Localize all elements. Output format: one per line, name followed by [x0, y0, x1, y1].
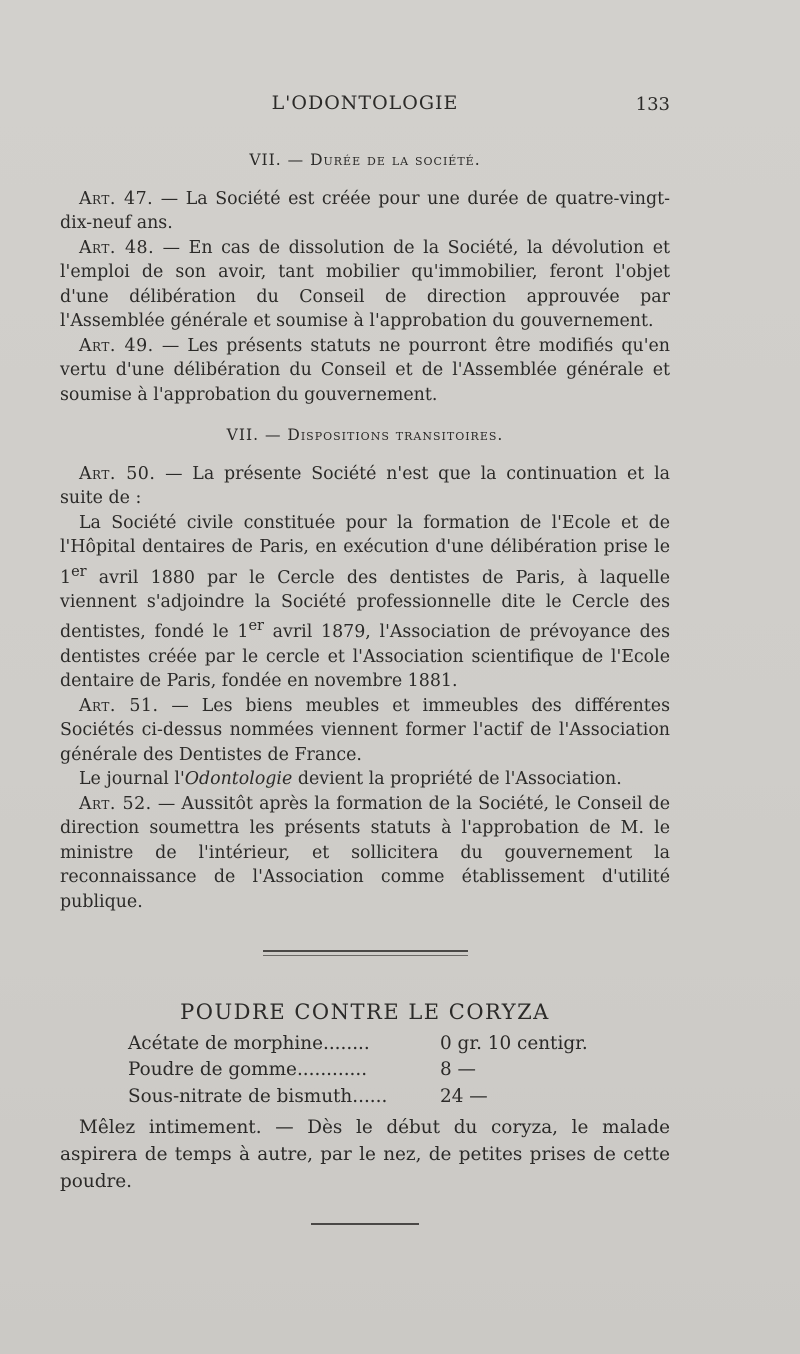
section-divider	[263, 950, 468, 956]
paragraph-text: devient la propriété de l'Association.	[292, 769, 622, 790]
civil-society-paragraph	[60, 511, 670, 694]
article-49	[60, 334, 670, 408]
recipe-row	[128, 1031, 670, 1058]
ingredient-quantity: 8 —	[440, 1059, 476, 1081]
recipe-row	[128, 1084, 670, 1111]
section-heading-duree	[60, 148, 670, 173]
section-number: VII. —	[249, 151, 311, 169]
paragraph-text: avril 1880 par le Cercle des dentistes de Paris, à laquelle viennent s'adjoindre la Société professionnelle dite le Cercle des dentistes, fondé le 1	[60, 567, 670, 643]
recipe-row	[128, 1057, 670, 1084]
article-label: Art. 50.	[79, 463, 156, 484]
superscript: er	[248, 618, 264, 635]
article-label: Art. 51.	[79, 695, 159, 716]
section-number: VII. —	[226, 426, 288, 444]
ingredient-quantity: 24 —	[440, 1085, 488, 1107]
section-heading-dispositions	[60, 423, 670, 448]
page-content	[60, 148, 670, 1225]
article-label: Art. 52.	[79, 793, 152, 814]
paragraph-text: La Société civile constituée pour la formation de l'Ecole et de l'Hôpital dentaires de Paris, en exécution d'une délibération prise le 1	[60, 512, 670, 588]
ingredient-quantity: 0 gr. 10 centigr.	[440, 1032, 588, 1054]
section-title: Dispositions transitoires.	[287, 426, 504, 444]
article-52	[60, 792, 670, 915]
ingredient-name: Acétate de morphine........	[128, 1032, 370, 1054]
article-label: Art. 48.	[79, 237, 155, 258]
running-head	[60, 92, 670, 122]
recipe-instructions: Mêlez intimement. — Dès le début du coryza, le malade aspirera de temps à autre, par le nez, de petites prises de cette poudre.	[60, 1117, 670, 1193]
article-51	[60, 694, 670, 768]
article-48	[60, 236, 670, 334]
page-number: 133	[635, 94, 670, 115]
article-text: — Les présents statuts ne pourront être modifiés qu'en vertu d'une délibération du Conseil et de l'Assemblée générale et soumise à l'approbation du gouvernement.	[60, 335, 670, 405]
paragraph-text: avril 1879, l'Association de prévoyance des dentistes créée par le cercle et l'Association scientifique de l'Ecole dentaire de Paris, fondée en novembre 1881.	[60, 622, 670, 692]
article-47	[60, 187, 670, 236]
ingredient-name: Sous-nitrate de bismuth......	[128, 1085, 388, 1107]
article-text: — En cas de dissolution de la Société, la dévolution et l'emploi de son avoir, tant mobilier qu'immobilier, feront l'objet d'une délibération du Conseil de direction approuvée par l'Assemblée générale et soumise à l'approbation du gouvernement.	[60, 237, 670, 331]
journal-paragraph	[60, 767, 670, 792]
article-label: Art. 49.	[79, 335, 154, 356]
article-label: Art. 47.	[79, 188, 154, 209]
article-text: — Les biens meubles et immeubles des différentes Sociétés ci-dessus nommées viennent former l'actif de l'Association générale des Dentistes de France.	[60, 695, 670, 765]
article-text: — La présente Société n'est que la continuation et la suite de :	[60, 463, 670, 508]
ingredient-name: Poudre de gomme............	[128, 1059, 368, 1081]
section-title: Durée de la société.	[310, 151, 481, 169]
article-text: — Aussitôt après la formation de la Société, le Conseil de direction soumettra les présents statuts à l'approbation de M. le ministre de l'intérieur, et sollicitera du gouvernement la reconnaissance de l'Association comme établissement d'utilité publique.	[60, 793, 671, 912]
running-title: L'ODONTOLOGIE	[271, 92, 459, 114]
superscript: er	[71, 563, 87, 580]
end-rule	[311, 1223, 419, 1225]
article-50	[60, 462, 670, 511]
journal-title: Odontologie	[184, 769, 293, 790]
recipe-title: POUDRE CONTRE LE CORYZA	[180, 1000, 550, 1025]
paragraph-text: Le journal l'	[79, 769, 185, 790]
recipe-ingredients	[128, 1031, 670, 1111]
article-text: — La Société est créée pour une durée de quatre-vingt-dix-neuf ans.	[60, 188, 670, 233]
